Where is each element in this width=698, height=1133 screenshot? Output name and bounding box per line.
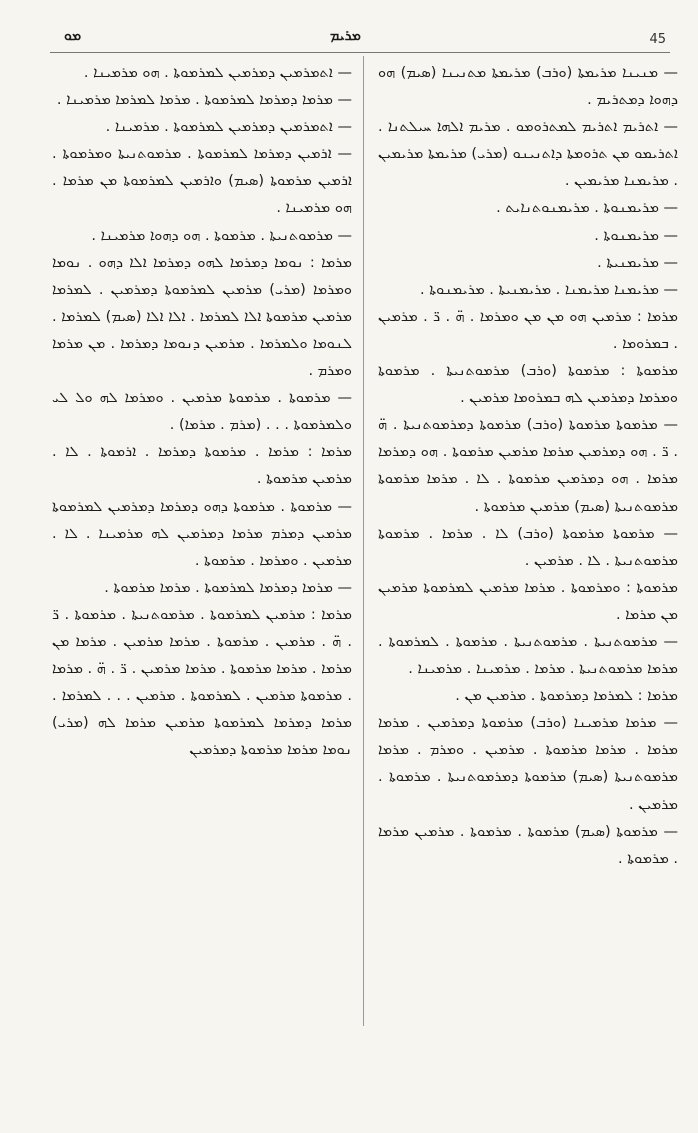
dictionary-entry: — ܡܪܡܘܬܐ . ܡܪܡܘܬܐ ܡܪܡܝܢ . ܘܡܪܡܐ ܠܗ ܘܠ ܠܝ ܘܠܡܪܡܘܬܐ . . . (ܡܪܡ . ܡܪܡܐ) .: [52, 390, 352, 434]
dictionary-entry: — ܐܬܪܝܡ ܐܬܪܝܡ ܠܡܬܪܘܡܘ . ܡܪܝܡ ܐܠܗܐ ܚܝܠܬܢܐ . ܐܬܪܝܡܘ ܡܢ ܬܪܘܡܬܐ ܕܐܬܢܝܢܘ (ܡܪܝ) ܡܪܝܡܬܐ ܡܪܝܡܝܢ . ܡܪܝܡܢܐ ܡܪܝܡܝܢ .: [378, 119, 678, 190]
running-header: [0, 28, 698, 58]
dictionary-entry: — ܡܪܝܡܢܝܬܐ .: [597, 254, 678, 271]
dictionary-entry: — ܡܪܡܐ ܡܪܡܝܢܐ (ܘܪܒ) ܡܪܡܘܬܐ ܕܡܪܡܝܢ . ܡܪܡܐ ܡܪܡܐ . ܡܪܡܐ ܡܪܡܘܬܐ . ܡܪܡܝܢ . ܘܡܪܡ . ܡܪܡܐ ܡܪܡܘܬܢܝܬܐ (ܣܝܡ) ܡܪܡܘܬܐ ܕܡܪܡܘܬܢܝܬܐ . ܡܪܡܘܬܐ . ܡܪܡܝܢ .: [378, 715, 678, 813]
page-number: 45: [649, 32, 666, 47]
dictionary-entry: — ܡܪܝܡܢܐ ܡܪܝܡܢܐ . ܡܪܝܡܢܝܬܐ . ܡܪܝܡܢܘܬܐ .: [420, 281, 678, 298]
dictionary-entry: — ܡܢܝܢܐ ܡܪܝܡܬܐ (ܘܪܒ) ܡܪܝܡܬܐ ܡܬܢܝܢܐ (ܣܝܡ) ܗܘ ܕܗܘܐ ܕܡܬܪܝܡ .: [378, 65, 678, 109]
dictionary-entry: — ܡܪܡܘܬܐ (ܣܝܡ) ܡܪܡܘܬܐ . ܡܪܡܘܬܐ . ܡܪܡܝܢ ܡܪܡܐ . ܡܪܡܘܬܐ .: [378, 823, 678, 867]
header-center-word: ܡܪܝܡ: [330, 28, 361, 44]
dictionary-entry: — ܡܪܝܡܢܘܬܐ .: [594, 227, 678, 244]
dictionary-entry: ܡܪܡܐ : ܡܪܡܝܢ ܠܡܪܡܘܬܐ . ܡܪܡܘܬܢܝܬܐ . ܡܪܡܘܬܐ . ܪ̈ . ܗ̈ . ܡܪܡܝܢ . ܡܪܡܘܬܐ . ܡܪܡܐ ܡܪܡܝܢ . ܡܪܡܐ ܡܢ ܡܪܡܐ . ܡܪܡܐ ܡܪܡܘܬܐ . ܡܪܡܐ ܡܪܡܝܢ . ܪ̈ . ܗ̈ . ܡܪܡܐ . ܡܪܡܘܬܐ ܡܪܡܝܢ . ܠܡܪܡܘܬܐ . ܡܪܡܝܢ . . . ܠܡܪܡܐ . ܡܪܡܐ ܕܡܪܡܐ ܠܡܪܡܘܬܐ ܡܪܡܝܢ ܡܪܡܐ ܠܗ (ܡܪܝ) ܢܘܡܐ ܡܪܡܐ ܡܪܡܘܬܐ ܕܡܪܡܝܢ: [52, 606, 352, 759]
dictionary-entry: — ܐܬܡܪܡܝܢ ܕܡܪܡܝܢ ܠܡܪܡܘܬܐ . ܡܪܡܝܢܐ .: [105, 119, 352, 136]
header-rule: [50, 52, 670, 53]
dictionary-entry: — ܡܪܡܐ ܕܡܪܡܐ ܠܡܪܡܘܬܐ . ܡܪܡܐ ܡܪܡܘܬܐ .: [104, 579, 352, 596]
dictionary-entry: — ܐܬܡܪܡܝܢ ܕܡܪܡܝܢ ܠܡܪܡܘܬܐ . ܗܘ ܡܪܡܝܢܐ .: [83, 65, 352, 81]
left-column: [52, 60, 352, 764]
dictionary-entry: ܡܪܡܐ : ܡܪܡܝܢ ܗܘ ܡܢ ܡܢ ܘܡܪܡܐ . ܗ̈ . ܪ̈ . ܡܪܡܝܢ . ܒܡܪܘܡܐ .: [378, 308, 678, 352]
column-divider: [363, 56, 364, 1026]
header-left-word: ܡܘ: [64, 28, 82, 44]
dictionary-entry: — ܡܪܡܘܬܢܝܬܐ . ܡܪܡܘܬܐ . ܗܘ ܕܗܘܐ ܡܪܡܝܢܐ .: [91, 227, 352, 244]
dictionary-entry: ܡܪܡܐ : ܡܪܡܐ . ܡܪܡܘܬܐ ܕܡܪܡܐ . ܐܪܡܘܬܐ . ܠܐ . ܡܪܡܝܢ ܡܪܡܘܬܐ .: [52, 444, 352, 488]
dictionary-entry: — ܡܪܡܘܬܐ . ܡܪܡܘܬܐ ܕܗܘ ܕܡܪܡܐ ܕܡܪܡܝܢ ܠܡܪܡܘܬܐ ܡܪܡܝܢ ܕܡܪܡ ܡܪܡܐ ܕܡܪܡܝܢ ܠܗ ܡܪܡܝܢܐ . ܠܐ . ܡܪܡܝܢ . ܘܡܪܡܐ . ܡܪܡܘܬܐ .: [52, 498, 352, 569]
dictionary-entry: — ܐܪܡܝܢ ܕܡܪܡܐ ܠܡܪܡܘܬܐ . ܡܪܡܘܬܢܝܬܐ ܘܡܪܡܘܬܐ . ܐܪܡܝܢ ܡܪܡܘܬܐ (ܣܝܡ) ܘܐܪܡܝܢ ܠܡܪܡܘܬܐ ܡܢ ܡܪܡܐ . ܗܘ ܡܪܡܝܢܐ .: [52, 146, 352, 217]
right-column: [378, 60, 678, 873]
dictionary-entry: ܡܪܡܘܬܐ : ܘܡܪܡܘܬܐ . ܡܪܡܐ ܡܪܡܝܢ ܠܡܪܡܘܬܐ ܡܪܡܝܢ ܡܢ ܡܪܡܐ .: [378, 579, 678, 623]
dictionary-entry: — ܡܪܡܐ ܕܡܪܡܐ ܠܡܪܡܘܬܐ . ܡܪܡܐ ܠܡܪܡܐ ܡܪܡܝܢܐ .: [56, 92, 352, 109]
dictionary-entry: ܡܪܡܐ : ܠܡܪܡܐ ܕܡܪܡܘܬܐ . ܡܪܡܝܢ ܡܢ .: [455, 688, 678, 705]
dictionary-entry: ܡܪܡܐ : ܢܘܡܐ ܕܡܪܡܐ ܠܗܘ ܕܡܪܡܐ ܐܠܐ ܕܗܘ . ܢܘܡܐ ܘܡܪܡܐ (ܡܪܝ) ܡܪܡܝܢ ܠܡܪܡܘܬܐ ܕܡܪܡܝܢ . ܠܡܪܡܐ ܡܪܡܝܢ ܡܪܡܘܬܐ ܐܠܐ ܠܡܪܡܐ . ܐܠܐ ܐܠܐ (ܣܝܡ) ܠܡܪܡܐ . ܠܢܘܡܐ ܘܠܡܪܡܐ . ܡܪܡܝܢ ܕܢܘܡܐ ܕܡܪܡܐ . ܡܢ ܡܪܡܐ ܘܡܪܡ .: [52, 254, 352, 380]
dictionary-entry: — ܡܪܡܘܬܐ ܡܪܡܘܬܐ (ܘܪܒ) ܠܐ . ܡܪܡܐ . ܡܪܡܘܬܐ ܡܪܡܘܬܢܝܬܐ . ܠܐ . ܡܪܡܝܢ .: [378, 525, 678, 569]
dictionary-entry: — ܡܪܡܘܬܢܝܬܐ . ܡܪܡܘܬܢܝܬܐ . ܡܪܡܘܬܐ . ܠܡܪܡܘܬܐ . ܡܪܡܐ ܡܪܡܘܬܢܝܬܐ . ܡܪܡܐ . ܡܪܡܝܢܐ . ܡܪܡܝܢܐ .: [378, 633, 678, 678]
dictionary-entry: — ܡܪܝܡܢܘܬܐ . ܡܪܝܡܢܘܬܢܐܝܬ .: [496, 200, 678, 217]
dictionary-entry: — ܡܪܡܘܬܐ ܡܪܡܘܬܐ (ܘܪܒ) ܡܪܡܘܬܐ ܕܡܪܡܘܬܢܝܬܐ . ܗ̈ . ܪ̈ . ܗܘ ܕܡܪܡܝܢ ܡܪܡܐ ܡܪܡܝܢ ܡܪܡܘܬܐ . ܗܘ ܕܡܪܡܐ ܡܪܡܐ . ܗܘ ܕܡܪܡܝܢ ܡܪܡܘܬܐ . ܠܐ . ܡܪܡܐ ܡܪܡܘܬܐ ܡܪܡܘܬܢܝܬܐ (ܣܝܡ) ܡܪܡܝܢ ܡܪܡܘܬܐ .: [378, 417, 678, 515]
dictionary-entry: ܡܪܡܘܬܐ : ܡܪܡܘܬܐ (ܘܪܒ) ܡܪܡܘܬܢܝܬܐ . ܡܪܡܘܬܐ ܘܡܪܡܐ ܕܡܪܡܝܢ ܠܗ ܒܡܪܘܡܐ ܡܪܡܝܢ .: [378, 363, 678, 407]
